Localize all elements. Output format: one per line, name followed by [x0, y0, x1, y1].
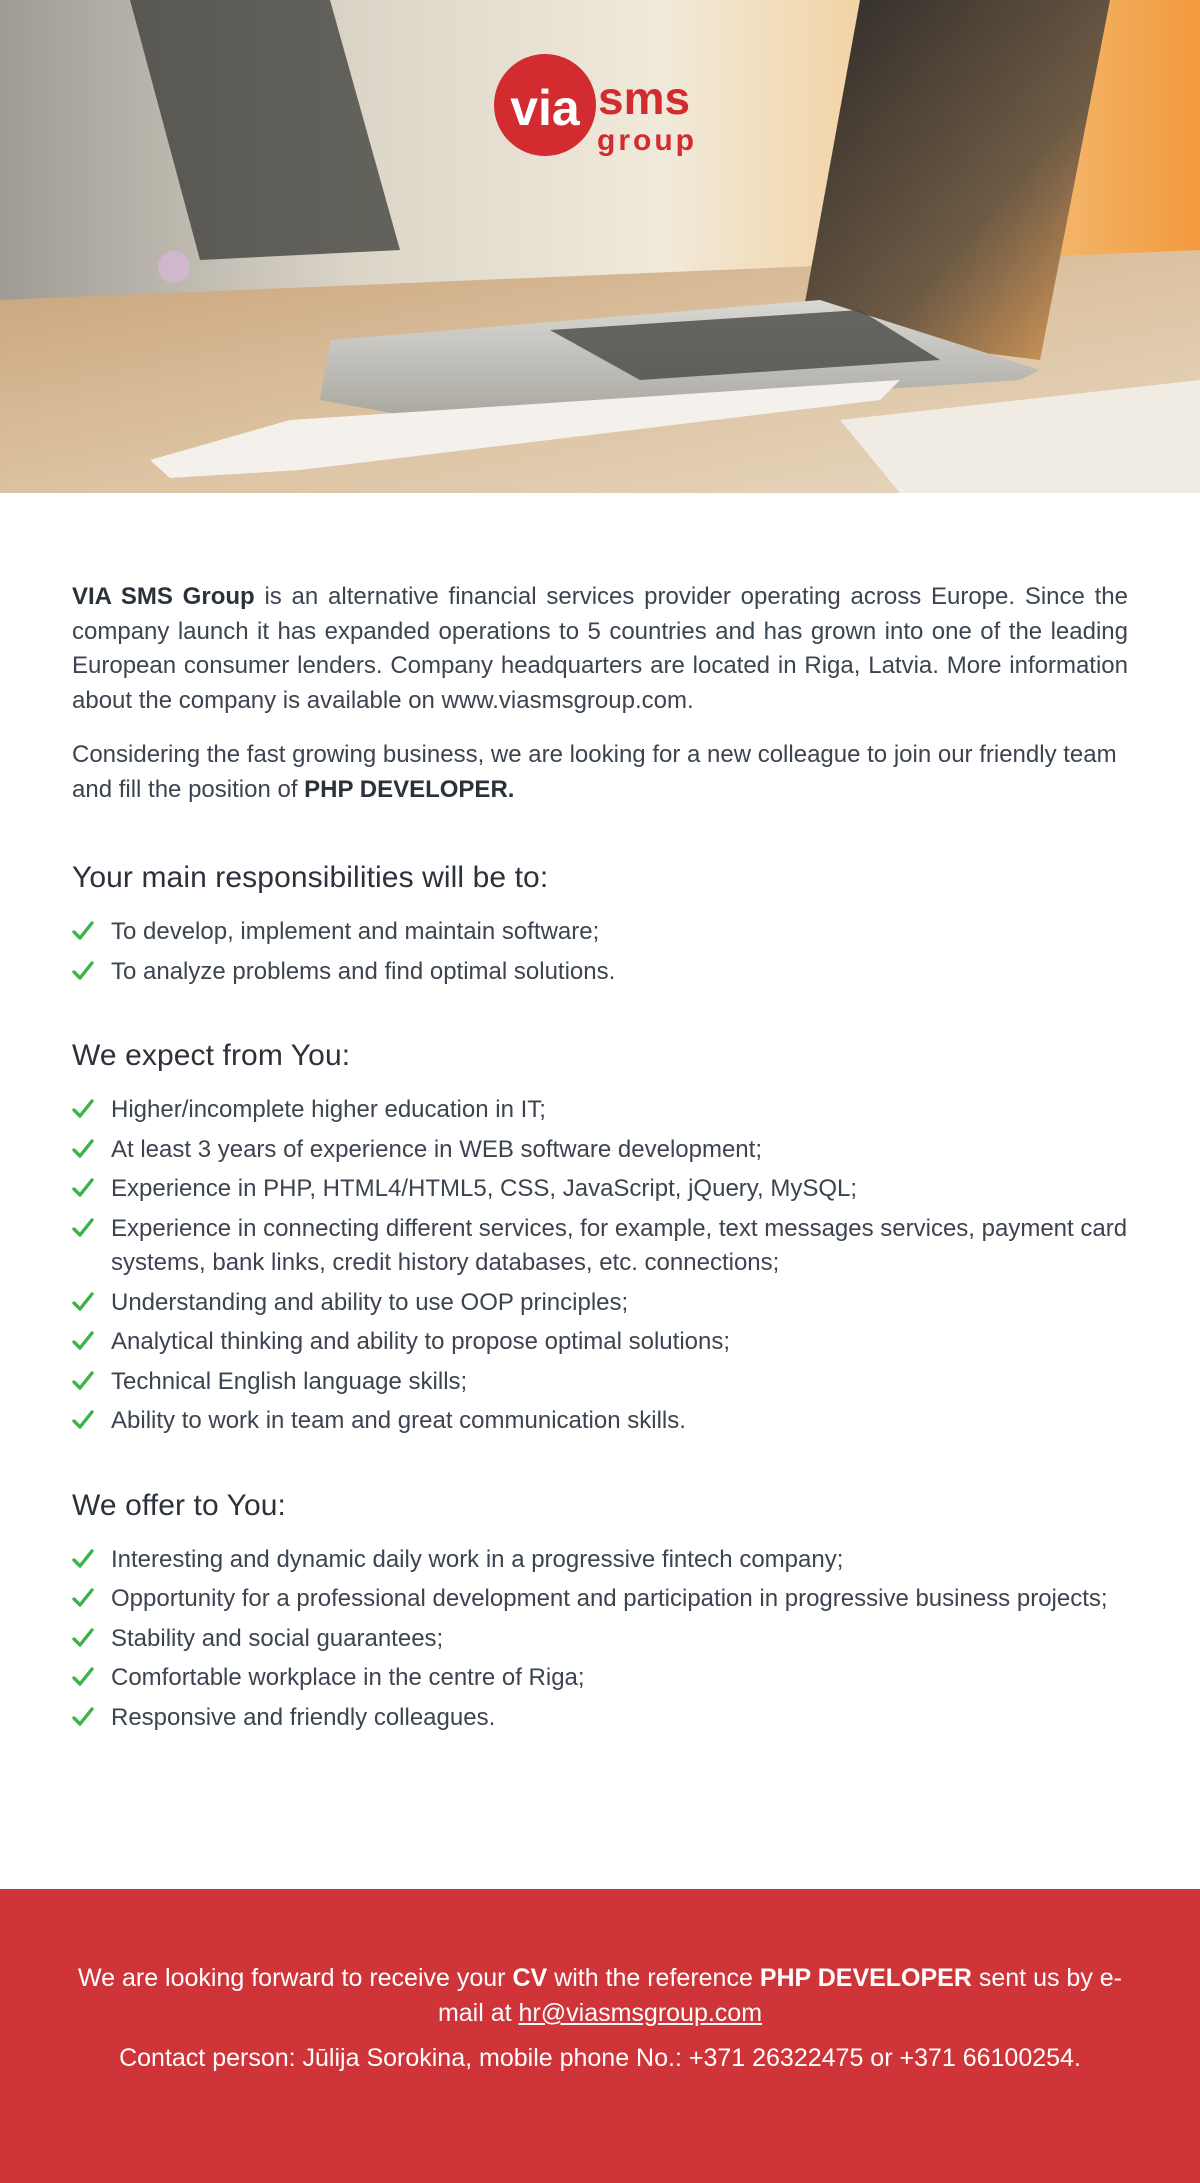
svg-text:sms: sms [598, 72, 691, 124]
checkmark-icon [72, 1330, 94, 1352]
intro-position-text: Considering the fast growing business, we are looking for a new colleague to join our friendly team and fill the position of [72, 741, 1117, 803]
list-item [72, 1701, 1128, 1736]
list-item [72, 1543, 1128, 1578]
list-item-text: Experience in PHP, HTML4/HTML5, CSS, JavaScript, jQuery, MySQL; [111, 1175, 858, 1202]
list-item-text: Interesting and dynamic daily work in a progressive fintech company; [111, 1545, 844, 1573]
list-item-text: Responsive and friendly colleagues. [111, 1703, 496, 1731]
list-item [72, 1133, 1128, 1168]
list-item [72, 1404, 1128, 1439]
list-item [72, 955, 1128, 990]
list-item [72, 1582, 1128, 1617]
svg-text:via: via [510, 80, 580, 136]
footer-text: with the reference [547, 1964, 760, 1992]
expectations-list [72, 1093, 1128, 1439]
email-link[interactable]: hr@viasmsgroup.com [518, 1999, 763, 2027]
checkmark-icon [72, 1138, 94, 1160]
list-item-text: Technical English language skills; [111, 1367, 468, 1395]
expectations-heading: We expect from You: [72, 1039, 351, 1072]
list-item-text: Comfortable workplace in the centre of Riga; [111, 1664, 585, 1691]
list-item-text: To analyze problems and find optimal solutions. [111, 957, 616, 985]
checkmark-icon [72, 1706, 94, 1728]
reference-label: PHP DEVELOPER [759, 1964, 972, 1992]
intro-paragraph-position [72, 738, 1128, 807]
checkmark-icon [72, 1217, 94, 1239]
list-item-text: Higher/incomplete higher education in IT; [111, 1096, 546, 1123]
checkmark-icon [72, 1409, 94, 1431]
list-item-text: To develop, implement and maintain software; [111, 918, 600, 945]
checkmark-icon [72, 920, 94, 942]
list-item [72, 1622, 1128, 1657]
list-item-text: Analytical thinking and ability to propose optimal solutions; [111, 1328, 731, 1355]
via-sms-group-logo [490, 52, 720, 162]
position-title: PHP DEVELOPER. [304, 775, 515, 803]
list-item-text: Opportunity for a professional development and participation in progressive business projects; [111, 1585, 1108, 1612]
checkmark-icon [72, 960, 94, 982]
checkmark-icon [72, 1548, 94, 1570]
intro [72, 580, 1128, 807]
hero-banner [0, 0, 1200, 493]
footer-text: sent us by e-mail at [437, 1964, 1122, 2027]
list-item [72, 1212, 1128, 1281]
checkmark-icon [72, 1587, 94, 1609]
offer-list [72, 1543, 1128, 1736]
list-item [72, 1661, 1128, 1696]
company-name: VIA SMS Group [72, 583, 255, 610]
list-item-text: Ability to work in team and great communication skills. [111, 1407, 686, 1434]
list-item [72, 1172, 1128, 1207]
checkmark-icon [72, 1627, 94, 1649]
application-instructions [60, 1961, 1140, 2031]
job-description [72, 580, 1128, 1740]
list-item [72, 1325, 1128, 1360]
intro-paragraph-company [72, 580, 1128, 718]
contact-person: Contact person: Jūlija Sorokina, mobile phone No.: +371 26322475 or +371 66100254. [119, 2044, 1081, 2072]
list-item-text: Understanding and ability to use OOP principles; [111, 1288, 629, 1316]
contact-footer [0, 1889, 1200, 2183]
list-item [72, 915, 1128, 950]
offer-heading: We offer to You: [72, 1488, 286, 1522]
responsibilities-list [72, 915, 1128, 989]
checkmark-icon [72, 1177, 94, 1199]
intro-company-text: is an alternative financial services provider operating across Europe. Since the company launch it has expanded operations to 5 countries and has grown into one of the leading European consumer lenders. Company headquarters are located in Riga, Latvia. More information about the company is available on www.viasmsgroup.com. [72, 583, 1128, 714]
list-item-text: Experience in connecting different services, for example, text messages services, payment card systems, bank links, credit history databases, etc. connections; [111, 1214, 1128, 1276]
footer-text: We are looking forward to receive your [77, 1964, 513, 1992]
list-item-text: At least 3 years of experience in WEB software development; [111, 1135, 762, 1163]
svg-text:group: group [597, 124, 697, 157]
list-item-text: Stability and social guarantees; [111, 1624, 444, 1652]
checkmark-icon [72, 1291, 94, 1313]
list-item [72, 1286, 1128, 1321]
checkmark-icon [72, 1098, 94, 1120]
responsibilities-heading: Your main responsibilities will be to: [72, 861, 549, 894]
list-item [72, 1365, 1128, 1400]
cv-label: CV [512, 1964, 548, 1992]
checkmark-icon [72, 1666, 94, 1688]
list-item [72, 1093, 1128, 1128]
checkmark-icon [72, 1370, 94, 1392]
